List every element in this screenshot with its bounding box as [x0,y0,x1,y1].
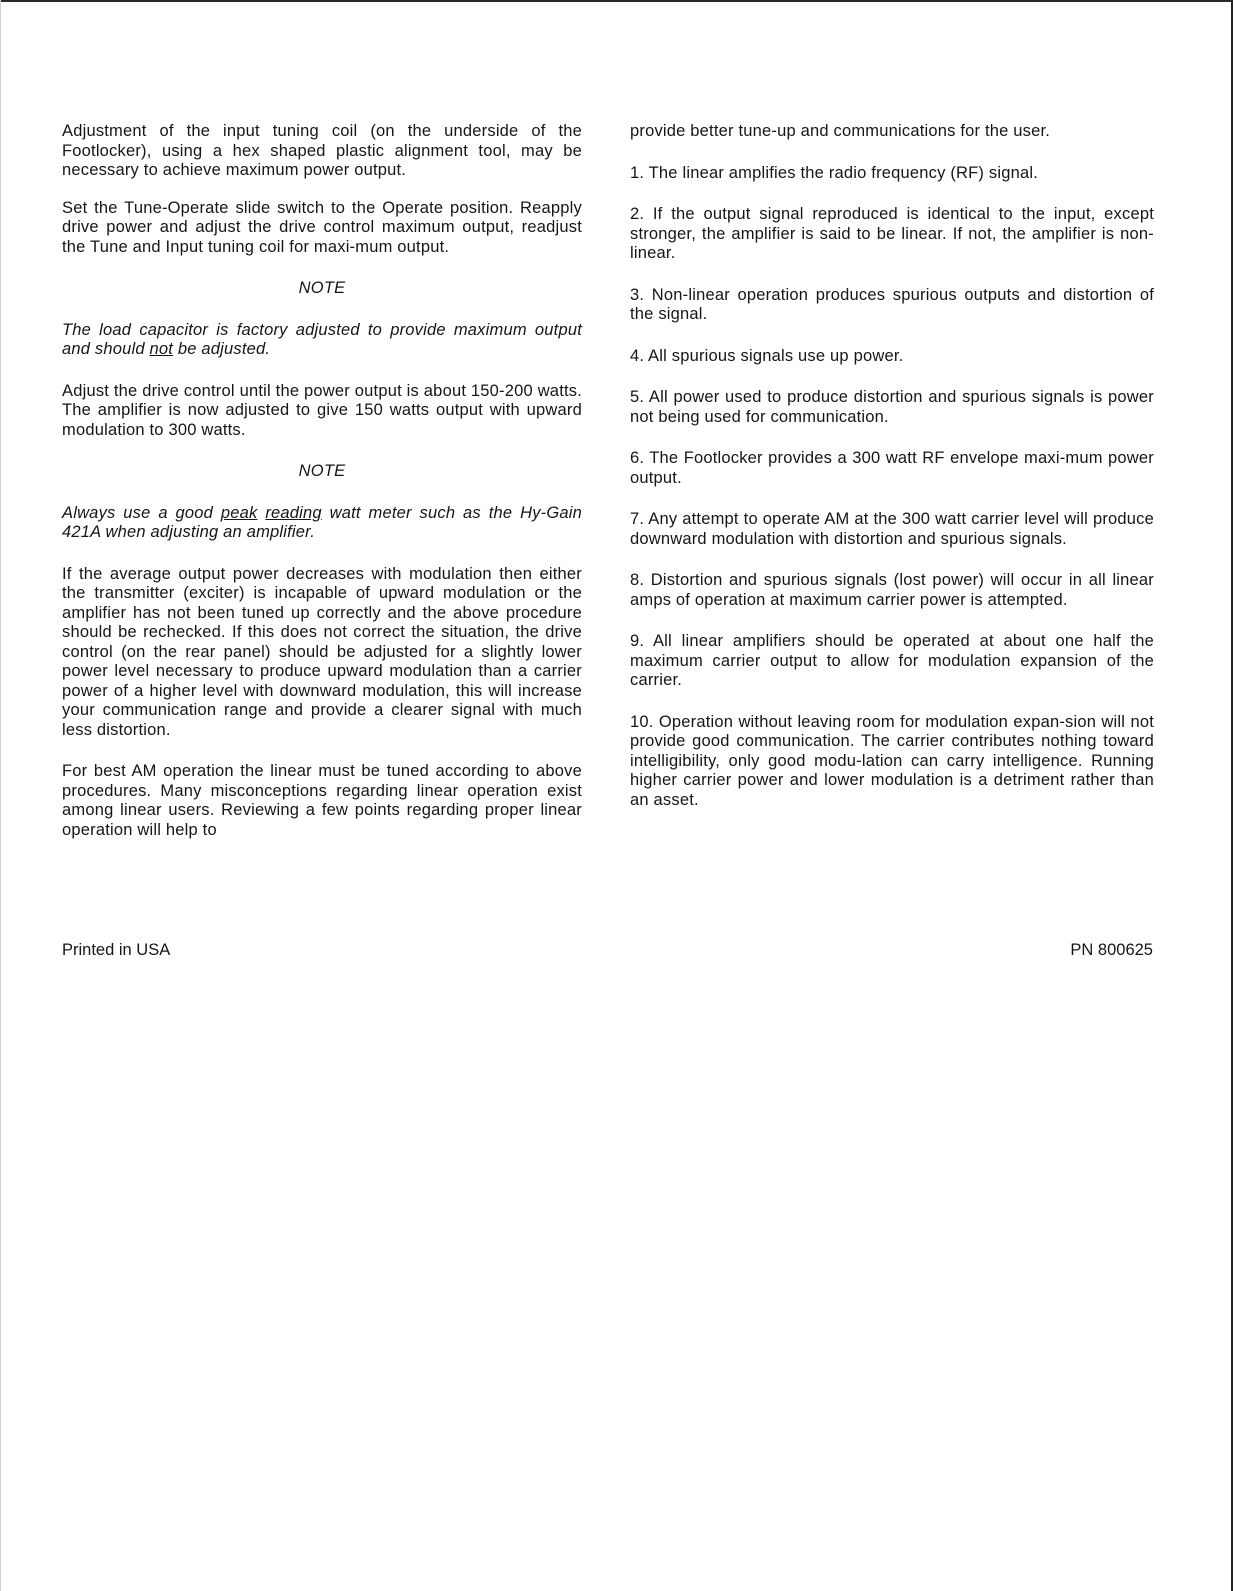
paragraph-drive-control: Adjust the drive control until the power output is about 150-200 watts. The amplifier is now adjusted to give 150 watts output with upward modulation to 300 watts. [62,381,582,439]
note-text-2-part-a: Always use a good [62,503,221,522]
left-page-edge [0,0,1,1591]
paragraph-average-output: If the average output power decreases with modulation then either the transmitter (exciter) is incapable of upward modulation or the amplifier has not been tuned up correctly and the above procedure should be rechecked. If this does not correct the situation, the drive control (on the rear panel) should be adjusted for a slightly lower power level necessary to produce upward modulation than a carrier power of a higher level with downward modulation, this will increase your communication range and provide a clearer signal with much less distortion. [62,564,582,739]
list-item-7: 7. Any attempt to operate AM at the 300 watt carrier level will produce downward modulation with distortion and spurious signals. [630,510,1154,548]
list-item-3: 3. Non-linear operation produces spurious outputs and distortion of the signal. [630,285,1154,323]
note-heading-1: NOTE [298,279,346,297]
footer-printed-in: Printed in USA [62,941,171,959]
paragraph-continuation: provide better tune-up and communications for the user. [630,122,1051,140]
note-text-1-underlined: not [149,340,174,358]
list-item-1: 1. The linear amplifies the radio frequency (RF) signal. [630,163,1038,182]
list-item-6: 6. The Footlocker provides a 300 watt RF envelope maxi-mum power output. [630,449,1154,487]
right-column [630,122,1154,810]
list-item-10: 10. Operation without leaving room for modulation expan-sion will not provide good communication. The carrier contributes nothing toward intelligibility, only good modu-lation can carry intelligence. Running higher carrier power and lower modulation is a detriment rather than an asset. [630,712,1154,809]
top-border-line [0,0,1233,2]
list-item-8: 8. Distortion and spurious signals (lost power) will occur in all linear amps of operation at maximum carrier power is attempted. [630,571,1154,609]
note-text-2 [62,504,582,543]
note-text-1 [62,321,582,360]
list-item-5: 5. All power used to produce distortion and spurious signals is power not being used for communication. [630,388,1154,426]
paragraph-tune-operate: Set the Tune-Operate slide switch to the Operate position. Reapply drive power and adjust the drive control maximum output, readjust the Tune and Input tuning coil for maxi-mum output. [62,198,582,256]
note-text-2-underlined-reading: reading [265,503,322,522]
list-item-9: 9. All linear amplifiers should be operated at about one half the maximum carrier output to allow for modulation expansion of the carrier. [630,632,1154,689]
list-item-4: 4. All spurious signals use up power. [630,346,904,365]
note-text-1-part-b: be adjusted. [173,340,271,358]
note-text-2-underlined-peak: peak [220,503,258,522]
paragraph-best-am-operation: For best AM operation the linear must be tuned according to above procedures. Many misconceptions regarding linear operation exist among linear users. Reviewing a few points regarding proper linear operation will help to [62,762,582,839]
note-heading-2: NOTE [298,462,346,480]
note-text-2-part-b: watt meter such as the Hy-Gain 421A when adjusting an amplifier. [62,503,582,541]
paragraph-input-coil: Adjustment of the input tuning coil (on the underside of the Footlocker), using a hex shaped plastic alignment tool, may be necessary to achieve maximum power output. [62,122,582,179]
left-column [62,122,582,840]
footer-part-number: PN 800625 [1070,941,1153,959]
list-item-2: 2. If the output signal reproduced is identical to the input, except stronger, the amplifier is said to be linear. If not, the amplifier is non-linear. [630,205,1154,262]
note-text-1-part-a: The load capacitor is factory adjusted to provide maximum output and should [62,320,582,358]
